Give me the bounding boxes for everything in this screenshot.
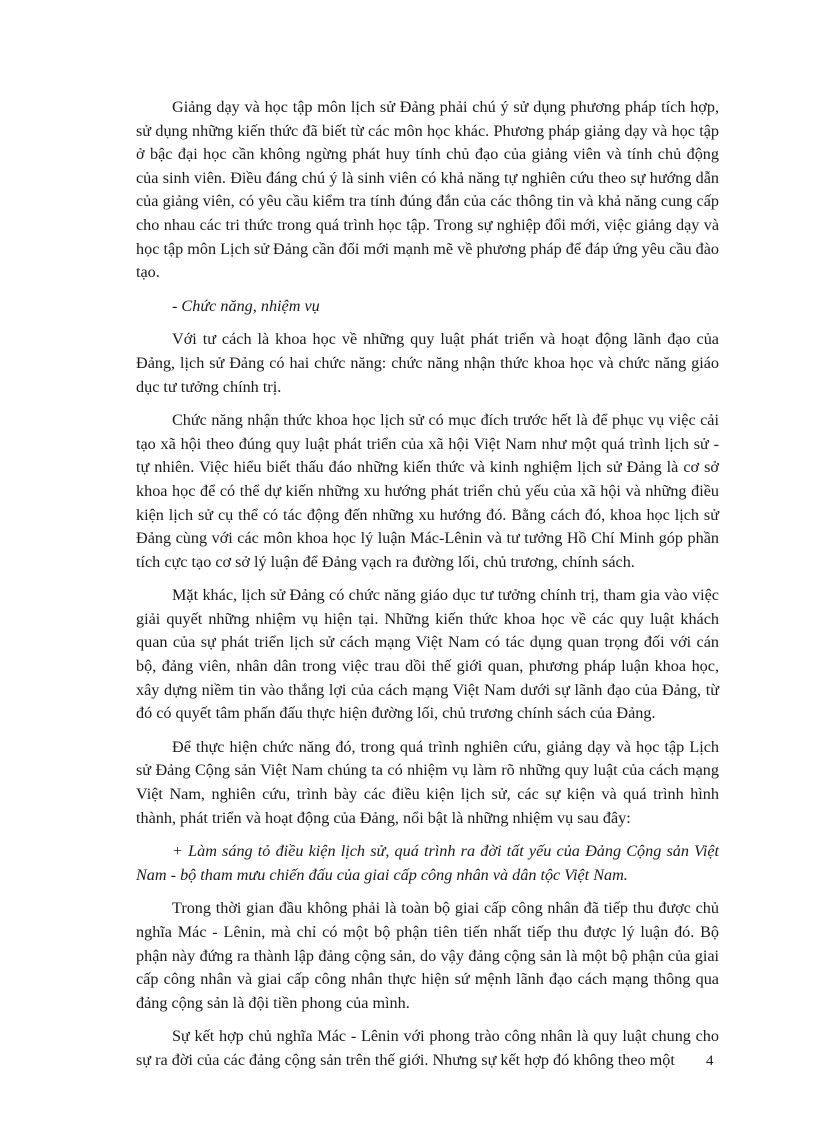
paragraph-teaching-methods: Giảng dạy và học tập môn lịch sử Đảng phải chú ý sử dụng phương pháp tích hợp, sử dụng những kiến thức đã biết từ các môn học khác. Phương pháp giảng dạy và học tập ở bậc đại học cần không ngừng phát huy tính chủ đạo của giảng viên và tính chủ động của sinh viên. Điều đáng chú ý là sinh viên có khả năng tự nghiên cứu theo sự hướng dẫn của giảng viên, có yêu cầu kiểm tra tính đúng đắn của các thông tin và khả năng cung cấp cho nhau các tri thức trong quá trình học tập. Trong sự nghiệp đổi mới, việc giảng dạy và học tập môn Lịch sử Đảng cần đổi mới mạnh mẽ về phương pháp để đáp ứng yêu cầu đào tạo.: [136, 98, 719, 282]
paragraph-political-education: Mặt khác, lịch sử Đảng có chức năng giáo dục tư tưởng chính trị, tham gia vào việc giải quyết những nhiệm vụ hiện tại. Những kiến thức khoa học về các quy luật khách quan của sự phát triển lịch sử cách mạng Việt Nam có tác dụng quan trọng đối với cán bộ, đảng viên, nhân dân trong việc trau dồi thế giới quan, phương pháp luận khoa học, xây dựng niềm tin vào thắng lợi của cách mạng Việt Nam dưới sự lãnh đạo của Đảng, từ đó có quyết tâm phấn đấu thực hiện đường lối, chủ trương chính sách của Đảng.: [136, 586, 719, 723]
section-heading-functions-tasks: - Chức năng, nhiệm vụ: [172, 296, 320, 315]
paragraph-scientific-cognition: Chức năng nhận thức khoa học lịch sử có mục đích trước hết là để phục vụ việc cải tạo xã hội theo đúng quy luật phát triển của xã hội Việt Nam như một quá trình lịch sử - tự nhiên. Việc hiểu biết thấu đáo những kiến thức và kinh nghiệm lịch sử Đảng là cơ sở khoa học để có thể dự kiến những xu hướng phát triển chủ yếu của xã hội và những điều kiện lịch sử cụ thể có tác động đến những xu hướng đó. Bằng cách đó, khoa học lịch sử Đảng cùng với các môn khoa học lý luận Mác-Lênin và tư tưởng Hồ Chí Minh góp phần tích cực tạo cơ sở lý luận để Đảng vạch ra đường lối, chủ trương, chính sách.: [136, 411, 719, 571]
task-item-party-founding: + Làm sáng tỏ điều kiện lịch sử, quá trình ra đời tất yếu của Đảng Cộng sản Việt Nam - bộ tham mưu chiến đấu của giai cấp công nhân và dân tộc Việt Nam.: [136, 842, 719, 884]
paragraph-tasks-intro: Để thực hiện chức năng đó, trong quá trình nghiên cứu, giảng dạy và học tập Lịch sử Đảng Cộng sản Việt Nam chúng ta có nhiệm vụ làm rõ những quy luật của cách mạng Việt Nam, nghiên cứu, trình bày các điều kiện lịch sử, các sự kiện và quá trình hình thành, phát triển và hoạt động của Đảng, nổi bật là những nhiệm vụ sau đây:: [136, 737, 719, 827]
page-number: 4: [706, 1053, 714, 1069]
paragraph-working-class: Trong thời gian đầu không phải là toàn bộ giai cấp công nhân đã tiếp thu được chủ nghĩa Mác - Lênin, mà chỉ có một bộ phận tiên tiến nhất tiếp thu được lý luận đó. Bộ phận này đứng ra thành lập đảng cộng sản, do vậy đảng cộng sản là một bộ phận của giai cấp công nhân và giai cấp công nhân thực hiện sứ mệnh lãnh đạo cách mạng thông qua đảng cộng sản là đội tiền phong của mình.: [136, 899, 719, 1012]
paragraph-marxism-combination: Sự kết hợp chủ nghĩa Mác - Lênin với phong trào công nhân là quy luật chung cho sự ra đời của các đảng cộng sản trên thế giới. Nhưng sự kết hợp đó không theo một: [136, 1027, 719, 1069]
document-page: [136, 96, 719, 1083]
paragraph-two-functions: Với tư cách là khoa học về những quy luật phát triển và hoạt động lãnh đạo của Đảng, lịch sử Đảng có hai chức năng: chức năng nhận thức khoa học và chức năng giáo dục tư tưởng chính trị.: [136, 330, 719, 396]
